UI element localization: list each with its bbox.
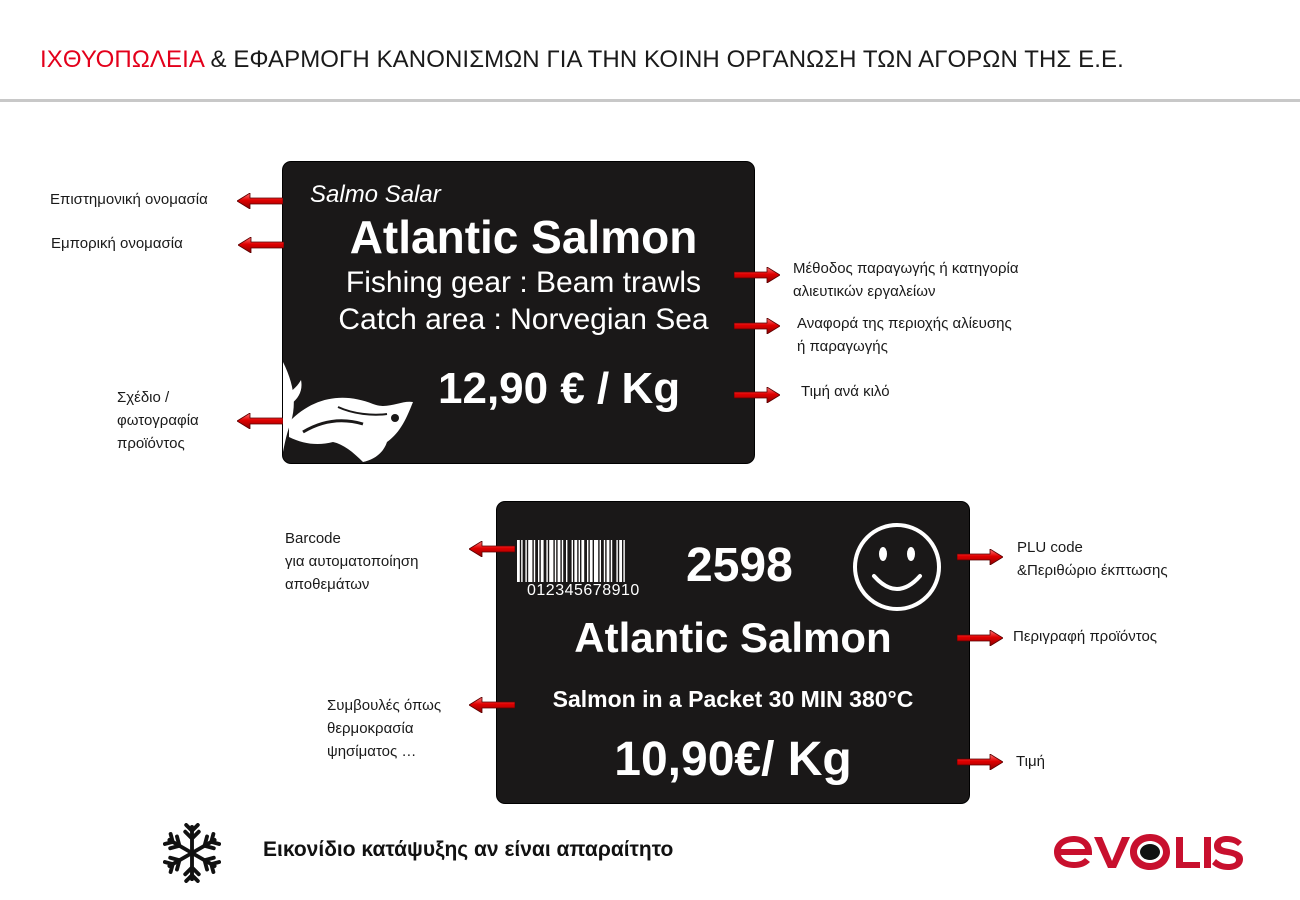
- arrow-right-icon: [957, 630, 1003, 646]
- barcode-bar: [525, 540, 526, 582]
- freeze-note: Εικονίδιο κατάψυξης αν είναι απαραίτητο: [263, 838, 674, 861]
- label-barcode-line-2: για αυτοματοποίηση: [285, 553, 419, 570]
- label-drawing-line-1: Σχέδιο /: [117, 389, 170, 406]
- label-plu-line-2: &Περιθώριο έκπτωσης: [1017, 562, 1168, 579]
- barcode-bar: [611, 540, 612, 582]
- barcode-bar: [581, 540, 584, 582]
- label-commercial-name: Εμπορική ονομασία: [51, 235, 183, 252]
- barcode-bar: [587, 540, 588, 582]
- arrow-left-icon: [238, 237, 284, 253]
- smiley-icon: [852, 522, 942, 612]
- evolis-logo: [1052, 828, 1244, 872]
- label-barcode: [285, 527, 419, 596]
- barcode-bar: [607, 540, 610, 582]
- page-title: [40, 46, 1124, 74]
- snowflake-icon: [163, 823, 221, 883]
- barcode-bar: [549, 540, 553, 582]
- label-scientific-name: Επιστημονική ονομασία: [50, 191, 208, 208]
- label-tips-line-3: ψησίματος …: [327, 743, 417, 760]
- barcode-bar: [579, 540, 580, 582]
- label-barcode-line-1: Barcode: [285, 530, 341, 547]
- barcode-bar: [521, 540, 522, 582]
- price-label-card-1: [283, 162, 754, 463]
- barcode-bar: [566, 540, 567, 582]
- barcode-bar: [572, 540, 573, 582]
- arrow-left-icon: [237, 413, 283, 429]
- arrow-right-icon: [734, 318, 780, 334]
- commercial-name: Atlantic Salmon: [349, 211, 698, 263]
- price-per-kg: 12,90 € / Kg: [438, 364, 681, 413]
- arrow-right-icon: [957, 754, 1003, 770]
- arrow-right-icon: [957, 549, 1003, 565]
- label-barcode-line-3: αποθεμάτων: [285, 576, 370, 593]
- label-area-line-1: Αναφορά της περιοχής αλίευσης: [797, 315, 1012, 332]
- barcode-bar: [590, 540, 593, 582]
- barcode-bar: [594, 540, 598, 582]
- barcode-bar: [619, 540, 622, 582]
- barcode-bar: [562, 540, 563, 582]
- barcode-bar: [574, 540, 577, 582]
- scientific-name: Salmo Salar: [310, 181, 441, 208]
- label-drawing-line-2: φωτογραφία: [117, 412, 199, 429]
- label-plu-line-1: PLU code: [1017, 539, 1083, 556]
- label-price-per-kg: Τιμή ανά κιλό: [801, 383, 890, 400]
- label-drawing-line-3: προϊόντος: [117, 435, 185, 452]
- barcode-bar: [623, 540, 624, 582]
- label-catch-area: [797, 312, 1012, 358]
- label-method-line-1: Μέθοδος παραγωγής ή κατηγορία: [793, 260, 1019, 277]
- label-drawing: [117, 386, 199, 455]
- arrow-right-icon: [734, 387, 780, 403]
- arrow-left-icon: [469, 697, 515, 713]
- barcode-bar: [517, 540, 520, 582]
- product-name: Atlantic Salmon: [574, 614, 892, 661]
- price-label-card-2: [497, 502, 969, 803]
- header-divider: [0, 99, 1300, 102]
- fish-drawing-icon: [283, 362, 423, 463]
- label-plu: [1017, 536, 1168, 582]
- barcode-bar: [558, 540, 561, 582]
- barcode-bar: [600, 540, 601, 582]
- barcode-bar: [546, 540, 547, 582]
- fishing-gear: Fishing gear : Beam trawls: [345, 266, 702, 299]
- label-tips-line-2: θερμοκρασία: [327, 720, 414, 737]
- barcode-bar: [534, 540, 535, 582]
- plu-code: 2598: [686, 539, 793, 592]
- label-method-line-2: αλιευτικών εργαλείων: [793, 283, 936, 300]
- barcode-bar: [616, 540, 617, 582]
- arrow-left-icon: [237, 193, 283, 209]
- title-highlight: ΙΧΘΥΟΠΩΛΕΙΑ: [40, 46, 204, 73]
- arrow-right-icon: [734, 267, 780, 283]
- label-area-line-2: ή παραγωγής: [797, 338, 888, 355]
- barcode-number: 012345678910: [527, 582, 640, 599]
- catch-area: Catch area : Norvegian Sea: [338, 303, 709, 336]
- label-description: Περιγραφή προϊόντος: [1013, 628, 1158, 645]
- barcode-bar: [541, 540, 544, 582]
- label-production-method: [793, 257, 1019, 303]
- label-price: Τιμή: [1016, 753, 1045, 770]
- product-price: 10,90€/ Kg: [614, 733, 852, 786]
- cooking-tip: Salmon in a Packet 30 MIN 380°C: [552, 686, 914, 712]
- barcode-icon: [517, 540, 663, 582]
- arrow-left-icon: [469, 541, 515, 557]
- label-tips: [327, 694, 441, 763]
- barcode-bar: [555, 540, 556, 582]
- label-tips-line-1: Συμβουλές όπως: [327, 697, 442, 714]
- barcode-bar: [538, 540, 539, 582]
- barcode-bar: [604, 540, 605, 582]
- title-rest: & ΕΦΑΡΜΟΓΗ ΚΑΝΟΝΙΣΜΩΝ ΓΙΑ ΤΗΝ ΚΟΙΝΗ ΟΡΓΑΝΩΣΗ ΤΩΝ ΑΓΟΡΩΝ ΤΗΣ Ε.Ε.: [203, 46, 1124, 73]
- barcode-bar: [528, 540, 532, 582]
